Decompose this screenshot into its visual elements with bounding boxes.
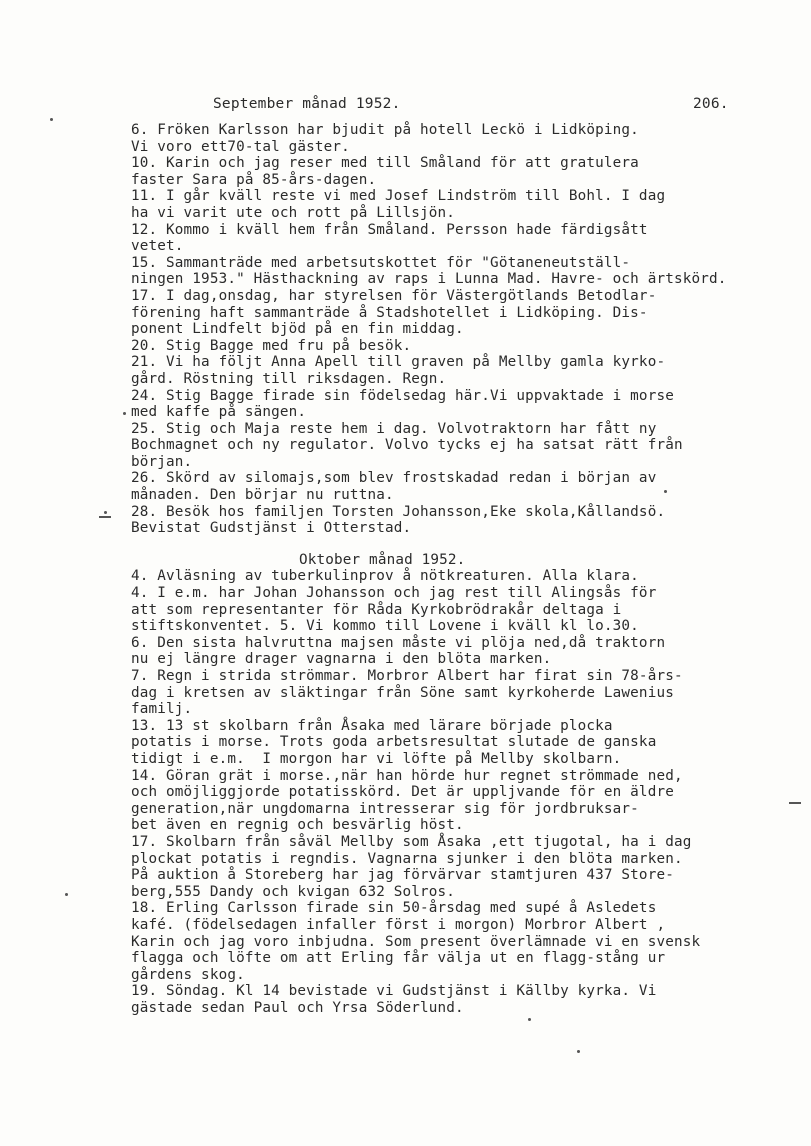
scan-speck <box>65 893 68 896</box>
text-line: Vi voro ett70-tal gäster. <box>131 138 350 155</box>
text-line: familj. <box>131 701 193 718</box>
text-line: flagga och löfte om att Erling får välja ut en flagg-stång ur <box>131 950 666 967</box>
text-line: tidigt i e.m. I morgon har vi löfte på Mellby skolbarn. <box>131 750 622 767</box>
text-line: På auktion å Storeberg har jag förvärvar stamtjuren 437 Store- <box>131 867 674 884</box>
text-line: gårdens skog. <box>131 966 245 983</box>
text-line: 17. Skolbarn från såväl Mellby som Åsaka ,ett tjugotal, ha i dag <box>131 833 692 850</box>
text-line: 28. Besök hos familjen Torsten Johansson,Eke skola,Kållandsö. <box>131 503 666 520</box>
text-line: 15. Sammanträde med arbetsutskottet för "Götaneneutställ- <box>131 254 631 271</box>
text-line: bet även en regnig och besvärlig höst. <box>131 817 464 834</box>
text-line: generation,när ungdomarna intresserar sig för jordbruksar- <box>131 800 639 817</box>
text-line: plockat potatis i regndis. Vagnarna sjunker i den blöta marken. <box>131 850 683 867</box>
scan-speck <box>104 511 107 514</box>
text-line: dag i kretsen av släktingar från Söne samt kyrkoherde Lawenius <box>131 684 674 701</box>
text-line: och omöjliggjorde potatisskörd. Det är uppljvande för en äldre <box>131 784 674 801</box>
text-line: 25. Stig och Maja reste hem i dag. Volvotraktorn har fått ny <box>131 420 657 437</box>
text-line: med kaffe på sängen. <box>131 404 307 421</box>
text-line: Karin och jag voro inbjudna. Som present överlämnade vi en svensk <box>131 933 701 950</box>
margin-mark <box>789 802 801 804</box>
text-line: 14. Göran grät i morse.,när han hörde hur regnet strömmade ned, <box>131 767 683 784</box>
text-line: Bevistat Gudstjänst i Otterstad. <box>131 520 412 537</box>
text-line: 11. I går kväll reste vi med Josef Lindström till Bohl. I dag <box>131 188 666 205</box>
text-line: månaden. Den börjar nu ruttna. <box>131 487 394 504</box>
text-line: 19. Söndag. Kl 14 bevistade vi Gudstjänst i Källby kyrka. Vi <box>131 983 657 1000</box>
text-line: 7. Regn i strida strömmar. Morbror Albert har firat sin 78-års- <box>131 668 683 684</box>
text-line: ningen 1953." Hästhackning av raps i Lunna Mad. Havre- och ärtskörd. <box>131 271 727 288</box>
section-heading-october: Oktober månad 1952. <box>299 551 466 568</box>
diary-text <box>131 122 803 1016</box>
page-header-month: September månad 1952. <box>213 96 401 112</box>
text-line: ha vi varit ute och rott på Lillsjön. <box>131 204 456 221</box>
scan-speck <box>664 490 667 493</box>
text-line: 20. Stig Bagge med fru på besök. <box>131 337 412 354</box>
blank-line <box>131 537 803 552</box>
text-line: stiftskonventet. 5. Vi kommo till Lovene i kväll kl lo.30. <box>131 618 639 635</box>
text-line: gästade sedan Paul och Yrsa Söderlund. <box>131 999 464 1016</box>
scan-speck <box>577 1050 580 1053</box>
scan-speck <box>123 412 126 415</box>
text-line: vetet. <box>131 238 184 255</box>
text-line: gård. Röstning till riksdagen. Regn. <box>131 370 447 387</box>
text-line: faster Sara på 85-års-dagen. <box>131 171 377 188</box>
text-line: början. <box>131 453 193 470</box>
text-line: att som representanter för Råda Kyrkobrödrakår deltaga i <box>131 601 622 618</box>
text-line: kafé. (födelsedagen infaller först i morgon) Morbror Albert , <box>131 916 666 933</box>
text-line: 17. I dag,onsdag, har styrelsen för Västergötlands Betodlar- <box>131 287 657 304</box>
scan-speck <box>50 118 53 121</box>
text-line: 21. Vi ha följt Anna Apell till graven på Mellby gamla kyrko- <box>131 354 666 371</box>
text-line: 24. Stig Bagge firade sin födelsedag här.Vi uppvaktade i morse <box>131 387 674 404</box>
text-line: 4. Avläsning av tuberkulinprov å nötkreaturen. Alla klara. <box>131 568 639 585</box>
scan-speck <box>528 1018 531 1021</box>
text-line: 18. Erling Carlsson firade sin 50-årsdag med supé å Asledets <box>131 900 657 917</box>
margin-mark <box>99 516 111 518</box>
text-line: potatis i morse. Trots goda arbetsresultat slutade de ganska <box>131 734 657 751</box>
text-line: 13. 13 st skolbarn från Åsaka med lärare började plocka <box>131 717 613 734</box>
text-line: 6. Den sista halvruttna majsen måste vi plöja ned,då traktorn <box>131 634 666 651</box>
text-line: 6. Fröken Karlsson har bjudit på hotell Leckö i Lidköping. <box>131 122 639 138</box>
text-line: 12. Kommo i kväll hem från Småland. Persson hade färdigsått <box>131 221 648 238</box>
text-line: nu ej längre drager vagnarna i den blöta marken. <box>131 651 552 668</box>
text-line: 4. I e.m. har Johan Johansson och jag rest till Alingsås för <box>131 585 657 602</box>
text-line: förening haft sammanträde å Stadshotellet i Lidköping. Dis- <box>131 304 648 321</box>
text-line: 26. Skörd av silomajs,som blev frostskadad redan i början av <box>131 470 657 487</box>
page-number: 206. <box>693 96 729 112</box>
text-line: Bochmagnet och ny regulator. Volvo tycks ej ha satsat rätt från <box>131 437 683 454</box>
text-line: ponent Lindfelt bjöd på en fin middag. <box>131 321 464 338</box>
text-line: 10. Karin och jag reser med till Småland för att gratulera <box>131 155 639 172</box>
text-line: berg,555 Dandy och kvigan 632 Solros. <box>131 883 456 900</box>
